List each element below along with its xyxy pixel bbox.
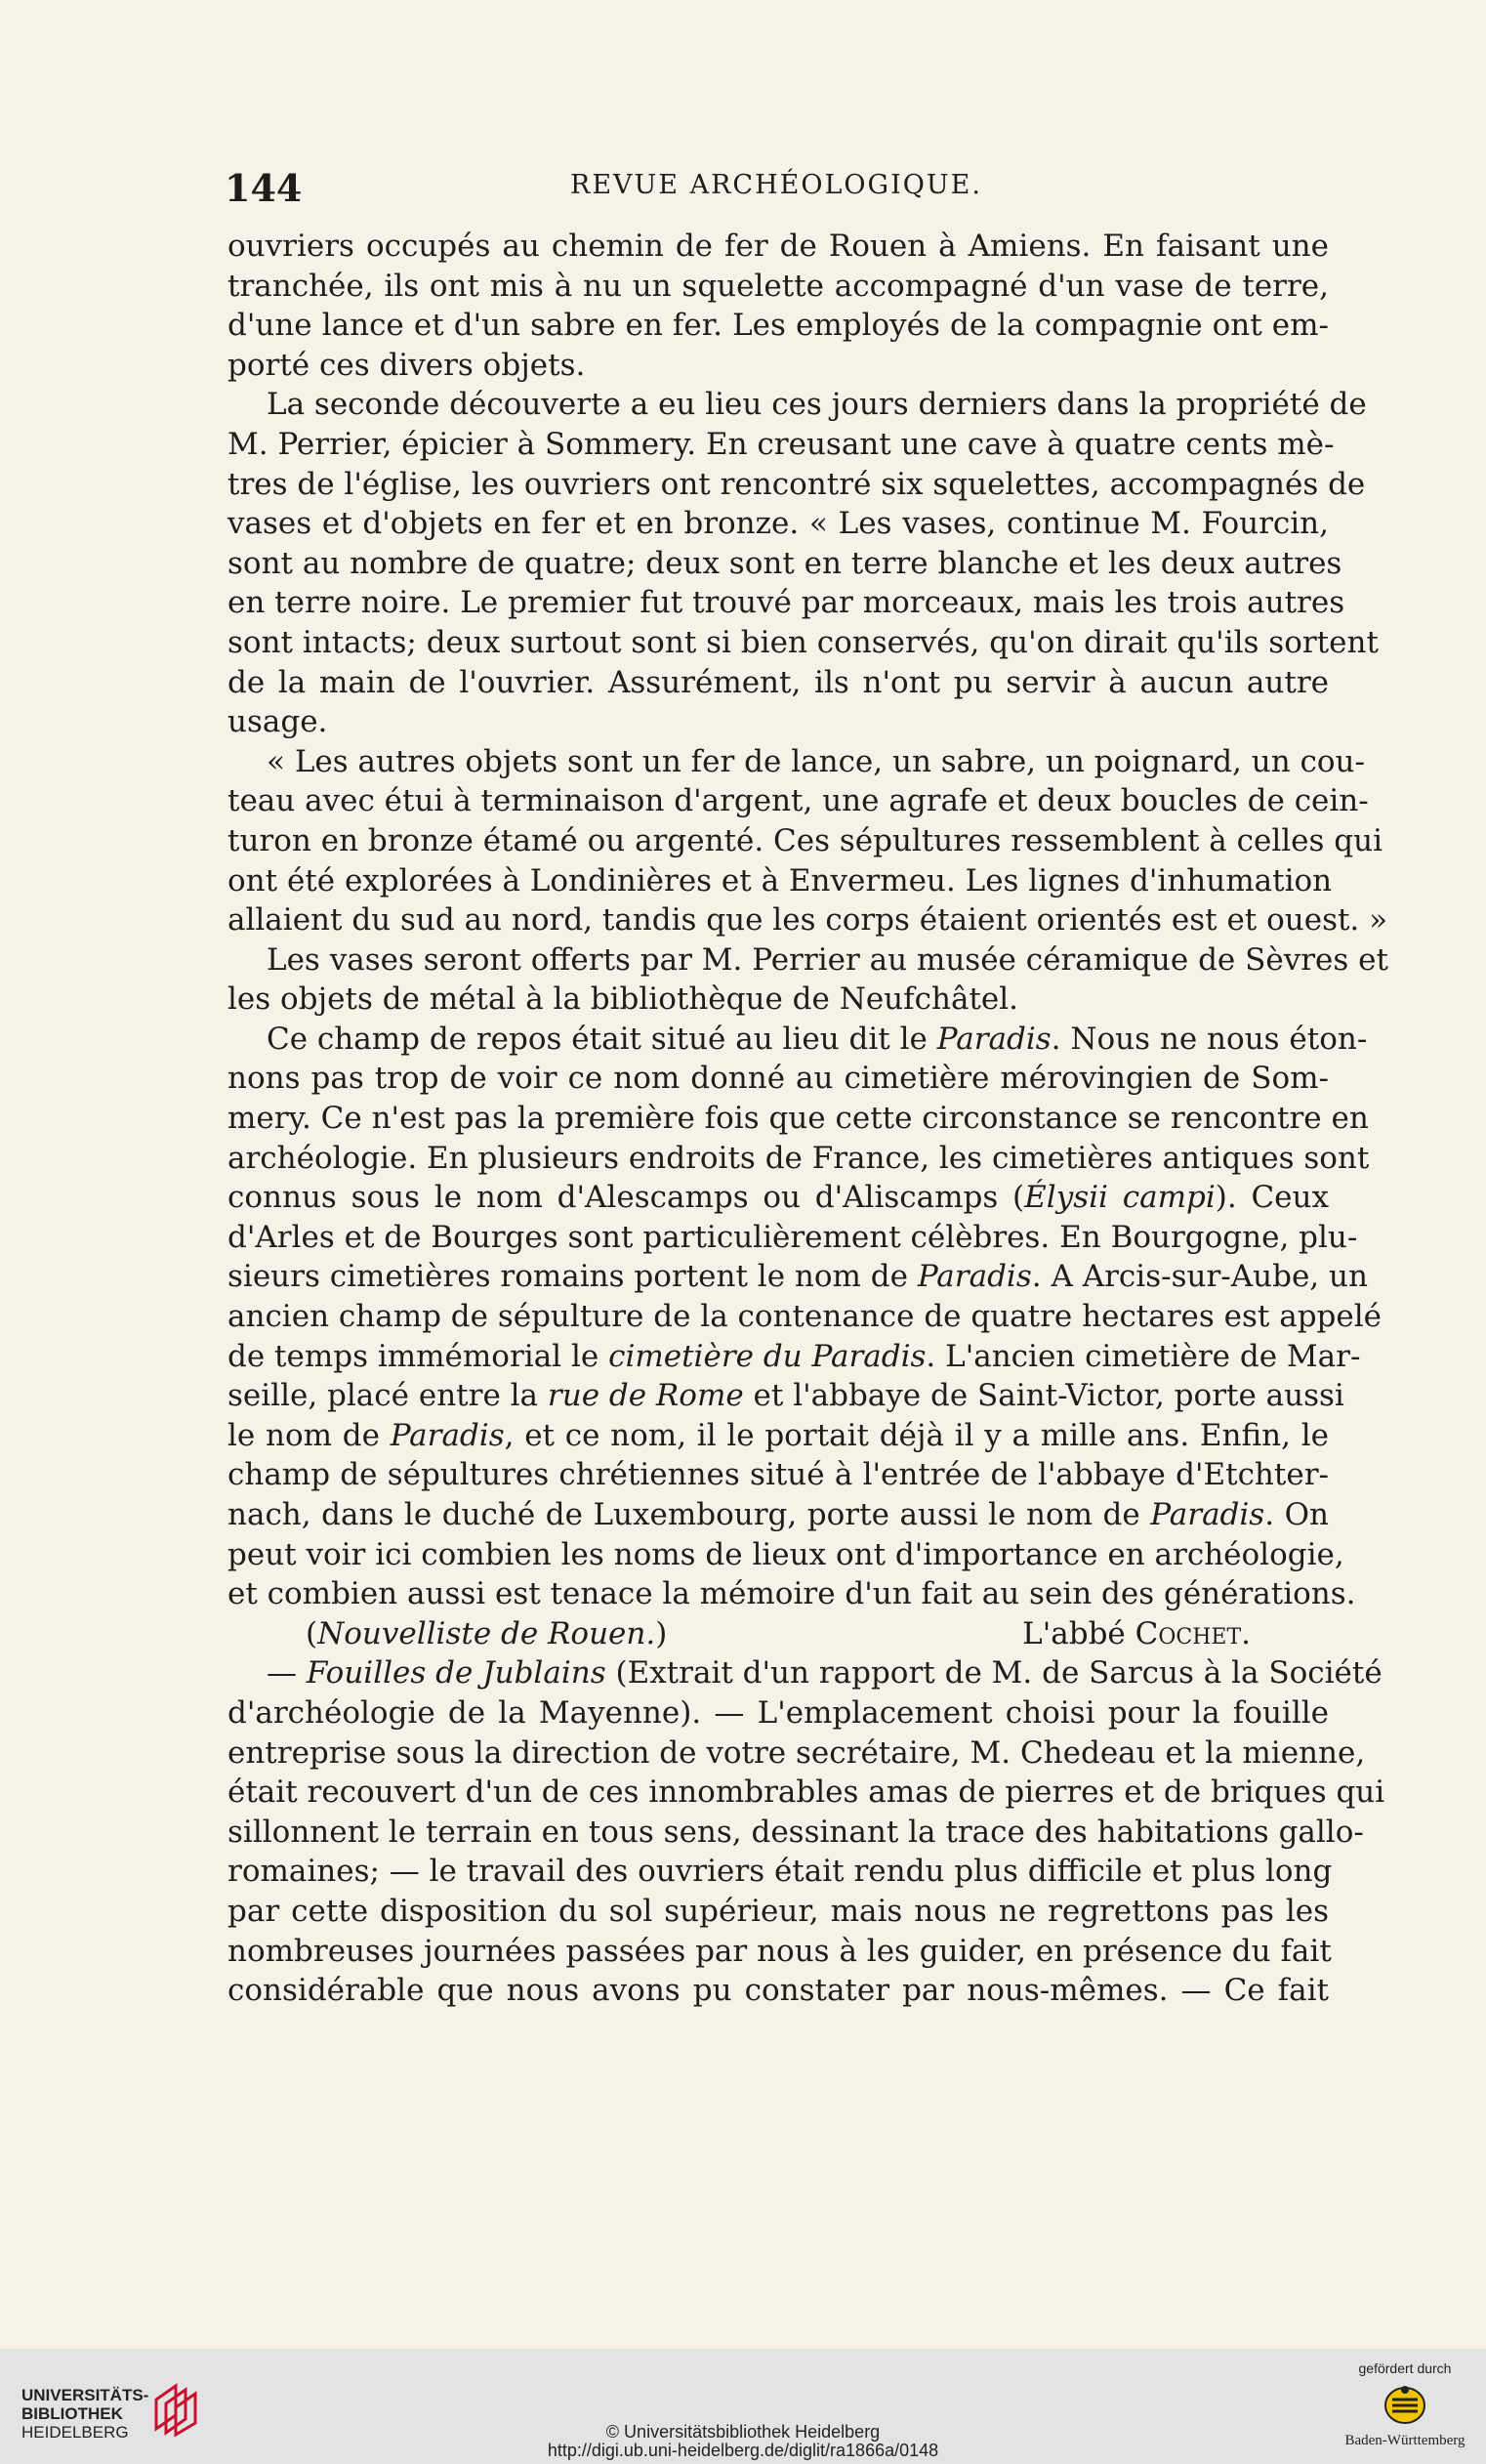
author-signature: L'abbé Cochet. (1022, 1615, 1251, 1651)
text-line: porté ces divers objets. (227, 347, 586, 383)
text-line (227, 1376, 1344, 1416)
italic-term: rue de Rome (547, 1378, 744, 1414)
text-line: par cette disposition du sol supérieur, mais nous ne regrettons pas les (227, 1893, 1329, 1929)
text-line: peut voir ici combien les noms de lieux ont d'importance en archéologie, (227, 1536, 1344, 1572)
permalink-url[interactable]: http://digi.ub.uni-heidelberg.de/diglit/ra1866a/0148 (547, 2441, 939, 2460)
copyright-text: © Universitätsbibliothek Heidelberg (605, 2422, 881, 2442)
text-segment: ). Ceux (1215, 1180, 1329, 1216)
text-line (227, 1495, 1329, 1535)
text-line: d'une lance et d'un sabre en fer. Les employés de la compagnie ont em- (227, 308, 1329, 344)
text-line: M. Perrier, épicier à Sommery. En creusant une cave à quatre cents mè- (227, 426, 1335, 462)
source-citation: (Nouvelliste de Rouen.) (306, 1615, 668, 1651)
text-line: nombreuses journées passées par nous à les guider, en présence du fait (227, 1933, 1332, 1969)
source-title: Nouvelliste de Rouen. (317, 1615, 656, 1651)
text-line: champ de sépultures chrétiennes situé à l'entrée de l'abbaye d'Etchter- (227, 1457, 1329, 1493)
text-line: ont été explorées à Londinières et à Envermeu. Les lignes d'inhumation (227, 862, 1333, 898)
text-segment: et l'abbaye de Saint-Victor, porte aussi (743, 1378, 1344, 1414)
italic-term: cimetière du Paradis (608, 1338, 927, 1374)
text-segment: . Nous ne nous éton- (1051, 1021, 1368, 1057)
italic-term: Paradis (936, 1021, 1052, 1057)
italic-term: Paradis (917, 1259, 1032, 1295)
page-header (225, 166, 1328, 215)
text-line: turon en bronze étamé ou argenté. Ces sépultures ressemblent à celles qui (227, 822, 1383, 858)
text-line: entreprise sous la direction de votre secrétaire, M. Chedeau et la mienne, (227, 1734, 1366, 1771)
text-line (227, 1020, 1368, 1060)
text-segment: connus sous le nom d'Alescamps ou d'Aliscamps ( (227, 1180, 1025, 1216)
text-line: les objets de métal à la bibliothèque de Neufchâtel. (227, 981, 1018, 1018)
text-line: sont intacts; deux surtout sont si bien conservés, qu'on dirait qu'ils sortent (227, 624, 1379, 660)
text-line: tranchée, ils ont mis à nu un squelette accompagné d'un vase de terre, (227, 268, 1329, 304)
sponsor-label: gefördert durch (1358, 2360, 1452, 2376)
text-line: en terre noire. Le premier fut trouvé par morceaux, mais les trois autres (227, 585, 1345, 621)
library-name-line: HEIDELBERG (21, 2423, 129, 2442)
text-line: archéologie. En plusieurs endroits de France, les cimetières antiques sont (227, 1140, 1370, 1176)
text-line: Les vases seront offerts par M. Perrier au musée céramique de Sèvres et (267, 941, 1388, 978)
text-line: sont au nombre de quatre; deux sont en terre blanche et les deux autres (227, 545, 1342, 581)
text-segment: le nom de (227, 1417, 380, 1453)
library-name-line: BIBLIOTHEK (21, 2404, 123, 2423)
text-line: d'archéologie de la Mayenne). — L'emplacement choisi pour la fouille (227, 1694, 1329, 1731)
text-line: sillonnent le terrain en tous sens, dessinant la trace des habitations gallo- (227, 1814, 1364, 1850)
text-segment: — (267, 1655, 307, 1691)
coat-of-arms-icon (1381, 2384, 1429, 2427)
italic-term: Paradis (390, 1417, 505, 1453)
text-line (227, 1337, 1361, 1377)
text-line: La seconde découverte a eu lieu ces jours derniers dans la propriété de (267, 387, 1367, 423)
text-line: était recouvert d'un de ces innombrables amas de pierres et de briques qui (227, 1775, 1385, 1811)
source-line (227, 1614, 1329, 1654)
text-segment: . On (1264, 1497, 1329, 1532)
italic-term: Paradis (1150, 1497, 1265, 1532)
text-line: « Les autres objets sont un fer de lance, un sabre, un poignard, un cou- (267, 743, 1365, 779)
text-line (227, 1653, 1383, 1693)
italic-term: Élysii campi (1024, 1180, 1216, 1216)
author-name: Cochet (1135, 1615, 1242, 1651)
text-line (227, 1178, 1329, 1218)
author-prefix: L'abbé (1022, 1615, 1135, 1651)
text-line: d'Arles et de Bourges sont particulièrement célèbres. En Bourgogne, plu- (227, 1219, 1358, 1255)
sponsor-state: Baden-Württemberg (1344, 2433, 1465, 2448)
text-segment: (Extrait d'un rapport de M. de Sarcus à la Société (605, 1655, 1383, 1691)
text-segment: . A Arcis-sur-Aube, un (1031, 1259, 1368, 1295)
text-line: romaines; — le travail des ouvriers était rendu plus difficile et plus long (227, 1854, 1333, 1890)
text-segment: sieurs cimetières romains portent le nom de (227, 1259, 908, 1295)
copyright-notice (0, 2423, 1486, 2460)
text-line: teau avec étui à terminaison d'argent, une agrafe et deux boucles de cein- (227, 783, 1369, 819)
text-line (227, 1257, 1368, 1297)
text-line: ancien champ de sépulture de la contenance de quatre hectares est appelé (227, 1299, 1383, 1335)
text-segment: seille, placé entre la (227, 1378, 539, 1414)
text-segment: nach, dans le duché de Luxembourg, porte aussi le nom de (227, 1497, 1140, 1532)
text-segment: , et ce nom, il le portait déjà il y a mille ans. Enfin, le (504, 1417, 1329, 1453)
body-text (227, 227, 1388, 2011)
sponsor-block (1342, 2360, 1468, 2449)
running-title: REVUE ARCHÉOLOGIQUE. (570, 170, 982, 200)
digitization-footer (0, 2349, 1486, 2464)
section-title: Fouilles de Jublains (306, 1655, 606, 1691)
text-line: tres de l'église, les ouvriers ont rencontré six squelettes, accompagnés de (227, 466, 1366, 502)
text-segment: Ce champ de repos était situé au lieu dit le (267, 1021, 928, 1057)
text-segment: de temps immémorial le (227, 1338, 599, 1374)
text-line: et combien aussi est tenace la mémoire d'un fait au sein des générations. (227, 1576, 1356, 1612)
text-line (227, 1416, 1329, 1456)
text-line: considérable que nous avons pu constater par nous-mêmes. — Ce fait (227, 1973, 1329, 2009)
text-line: ouvriers occupés au chemin de fer de Rouen à Amiens. En faisant une (227, 229, 1329, 264)
text-segment: . L'ancien cimetière de Mar- (926, 1338, 1361, 1374)
text-line: de la main de l'ouvrier. Assurément, ils n'ont pu servir à aucun autre (227, 664, 1329, 700)
text-line: usage. (227, 704, 328, 740)
text-line: allaient du sud au nord, tandis que les corps étaient orientés est et ouest. » (227, 902, 1388, 939)
library-name-line: UNIVERSITÄTS- (21, 2386, 149, 2404)
text-line: mery. Ce n'est pas la première fois que cette circonstance se rencontre en (227, 1101, 1369, 1137)
page-number: 144 (225, 166, 303, 210)
text-line: nons pas trop de voir ce nom donné au cimetière mérovingien de Som- (227, 1061, 1329, 1097)
text-line: vases et d'objets en fer et en bronze. « Les vases, continue M. Fourcin, (227, 506, 1329, 542)
